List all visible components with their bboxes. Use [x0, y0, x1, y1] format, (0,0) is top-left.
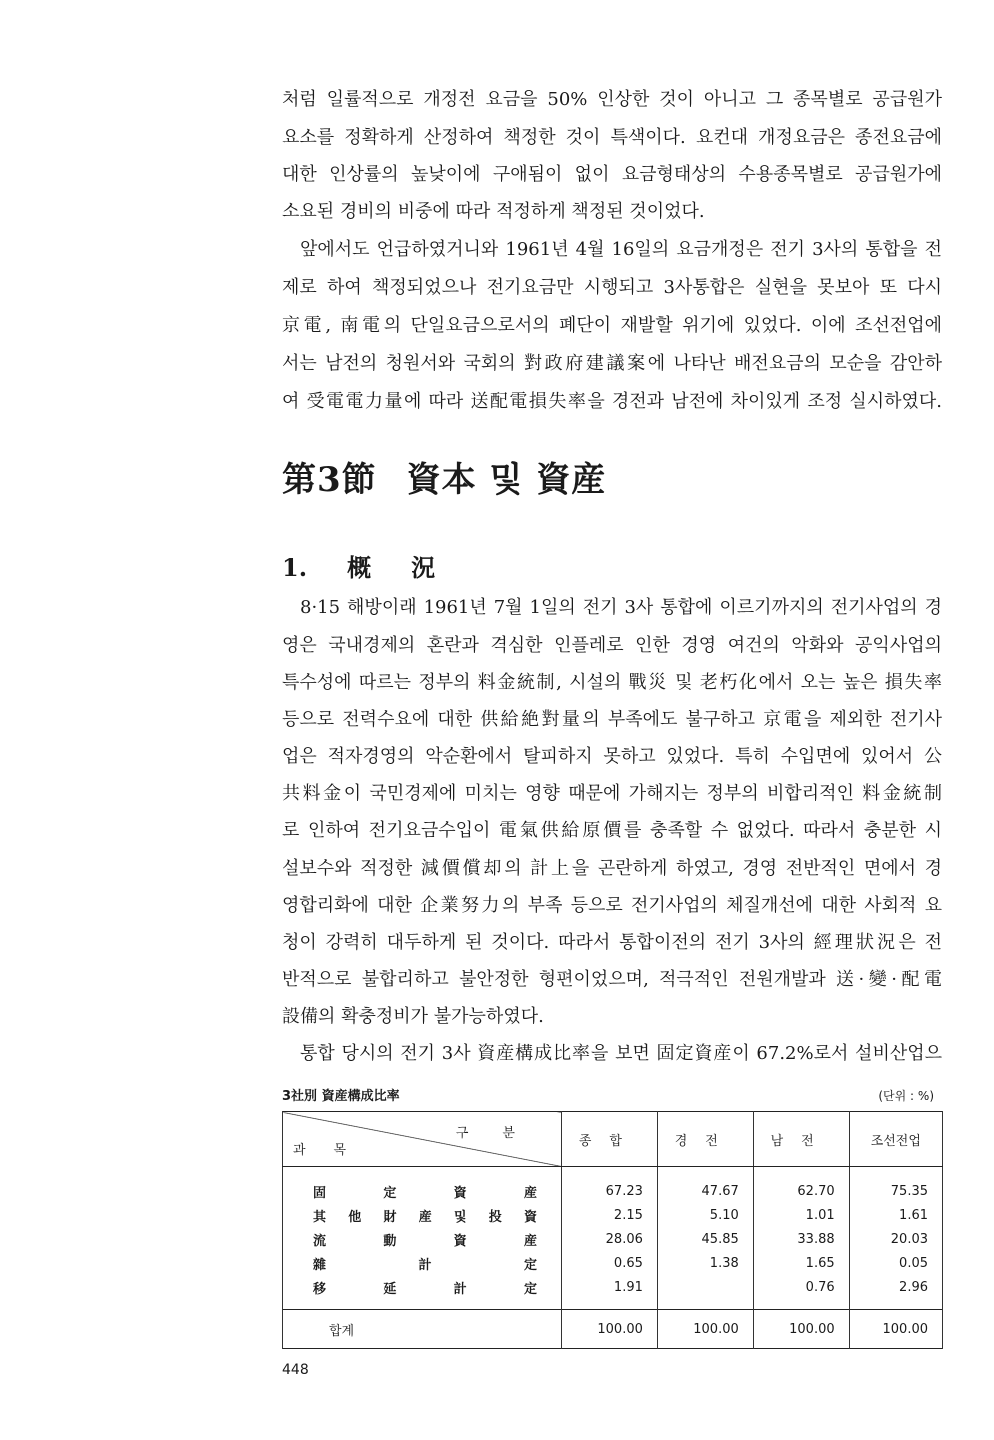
table-cell: 1.91: [562, 1275, 658, 1310]
text-line: 앞에서도 언급하였거니와 1961년 4월 16일의 요금개정은 전기 3사의 통합을 전: [300, 239, 942, 260]
text-line: 대한 인상률의 높낮이에 구애됨이 없이 요금형태상의 수용종목별로 공급원가에: [282, 164, 942, 185]
table-cell: 0.05: [849, 1251, 942, 1275]
column-header: 종합: [562, 1112, 658, 1167]
subsection-title: [282, 548, 475, 583]
text-line: 영합리화에 대한 企業努力의 부족 등으로 전기사업의 체질개선에 대한 사회적 요: [282, 895, 942, 916]
text-line: 여 受電電力量에 따라 送配電損失率을 경전과 남전에 차이있게 조정 실시하였다.: [282, 391, 942, 412]
column-header: 조선전업: [849, 1112, 942, 1167]
asset-composition-table: [282, 1111, 943, 1349]
text-line: 업은 적자경영의 악순환에서 탈피하지 못하고 있었다. 특히 수입면에 있어서 公: [282, 746, 942, 767]
row-label: 流動資産: [283, 1227, 562, 1251]
section-number: 第3節: [282, 460, 377, 500]
row-label: 其他財産및投資: [283, 1203, 562, 1227]
table-cell: 1.01: [753, 1203, 849, 1227]
table-cell: 2.96: [849, 1275, 942, 1310]
text-line: 京電, 南電의 단일요금으로서의 폐단이 재발할 위기에 있었다. 이에 조선전업에: [282, 315, 942, 336]
text-line: 처럼 일률적으로 개정전 요금을 50% 인상한 것이 아니고 그 종목별로 공급원가: [282, 89, 942, 110]
table-cell: 5.10: [657, 1203, 753, 1227]
table-cell: 20.03: [849, 1227, 942, 1251]
table-caption: 3社別 資産構成比率: [282, 1089, 400, 1104]
table-cell: 0.65: [562, 1251, 658, 1275]
subsection-word: 況: [411, 553, 436, 582]
table-cell: 100.00: [657, 1310, 753, 1349]
table-row: [283, 1275, 943, 1310]
text-line: 設備의 확충정비가 불가능하였다.: [282, 1006, 544, 1027]
table-row: [283, 1251, 943, 1275]
text-line: 설보수와 적정한 減價償却의 計上을 곤란하게 하였고, 경영 전반적인 면에서 경: [282, 858, 942, 879]
header-corner-top: 구분: [455, 1126, 549, 1141]
text-line: 소요된 경비의 비중에 따라 적정하게 책정된 것이었다.: [282, 201, 705, 222]
text-line: 요소를 정확하게 산정하여 책정한 것이 특색이다. 요컨대 개정요금은 종전요금에: [282, 127, 942, 148]
row-label: 雜計定: [283, 1251, 562, 1275]
total-label: 합계: [283, 1310, 562, 1349]
table-row: [283, 1203, 943, 1227]
text-line: 제로 하여 책정되었으나 전기요금만 시행되고 3사통합은 실현을 못보아 또 다시: [282, 277, 942, 298]
table-cell: 47.67: [657, 1167, 753, 1204]
row-label: 移延計定: [283, 1275, 562, 1310]
table-unit: (단위 : %): [878, 1089, 934, 1103]
row-label: 固定資産: [283, 1167, 562, 1204]
table-cell: 67.23: [562, 1167, 658, 1204]
subsection-word: 概: [347, 553, 372, 582]
column-header: 경전: [657, 1112, 753, 1167]
text-line: 영은 국내경제의 혼란과 격심한 인플레로 인한 경영 여건의 악화와 공익사업의: [282, 635, 942, 656]
table-total-row: [283, 1310, 943, 1349]
section-title: [282, 452, 636, 501]
text-line: 서는 남전의 청원서와 국회의 對政府建議案에 나타난 배전요금의 모순을 감안하: [282, 353, 942, 374]
table-cell: 0.76: [753, 1275, 849, 1310]
table-cell: 100.00: [849, 1310, 942, 1349]
text-line: 반적으로 불합리하고 불안정한 형편이었으며, 적극적인 전원개발과 送·變·配電: [282, 969, 942, 990]
text-line: 로 인하여 전기요금수입이 電氣供給原價를 충족할 수 없었다. 따라서 충분한 시: [282, 820, 942, 841]
text-line: 등으로 전력수요에 대한 供給絶對量의 부족에도 불구하고 京電을 제외한 전기사: [282, 709, 942, 730]
table-cell: [657, 1275, 753, 1310]
table-cell: 1.38: [657, 1251, 753, 1275]
table-cell: 45.85: [657, 1227, 753, 1251]
table-header-row: [283, 1112, 943, 1167]
page-number: 448: [282, 1362, 309, 1378]
subsection-number: 1.: [282, 553, 308, 582]
table-cell: 2.15: [562, 1203, 658, 1227]
text-line: 청이 강력히 대두하게 된 것이다. 따라서 통합이전의 전기 3사의 經理狀況은 전: [282, 932, 942, 953]
column-header: 남전: [753, 1112, 849, 1167]
header-corner-cell: [283, 1112, 562, 1167]
text-line: 共料金이 국민경제에 미치는 영향 때문에 가해지는 정부의 비합리적인 料金統制: [282, 783, 942, 804]
table-row: [283, 1167, 943, 1204]
table-cell: 1.65: [753, 1251, 849, 1275]
table-cell: 62.70: [753, 1167, 849, 1204]
section-heading: 資本 및 資産: [406, 460, 607, 500]
table-cell: 28.06: [562, 1227, 658, 1251]
table-row: [283, 1227, 943, 1251]
header-corner-bottom: 과목: [293, 1143, 375, 1158]
table-cell: 33.88: [753, 1227, 849, 1251]
table-cell: 100.00: [562, 1310, 658, 1349]
table-cell: 100.00: [753, 1310, 849, 1349]
text-line: 통합 당시의 전기 3사 資産構成比率을 보면 固定資産이 67.2%로서 설비산업으: [300, 1043, 942, 1064]
table-cell: 1.61: [849, 1203, 942, 1227]
table-cell: 75.35: [849, 1167, 942, 1204]
text-line: 특수성에 따르는 정부의 料金統制, 시설의 戰災 및 老朽化에서 오는 높은 損失率: [282, 672, 942, 693]
text-line: 8·15 해방이래 1961년 7월 1일의 전기 3사 통합에 이르기까지의 전기사업의 경: [300, 597, 942, 618]
